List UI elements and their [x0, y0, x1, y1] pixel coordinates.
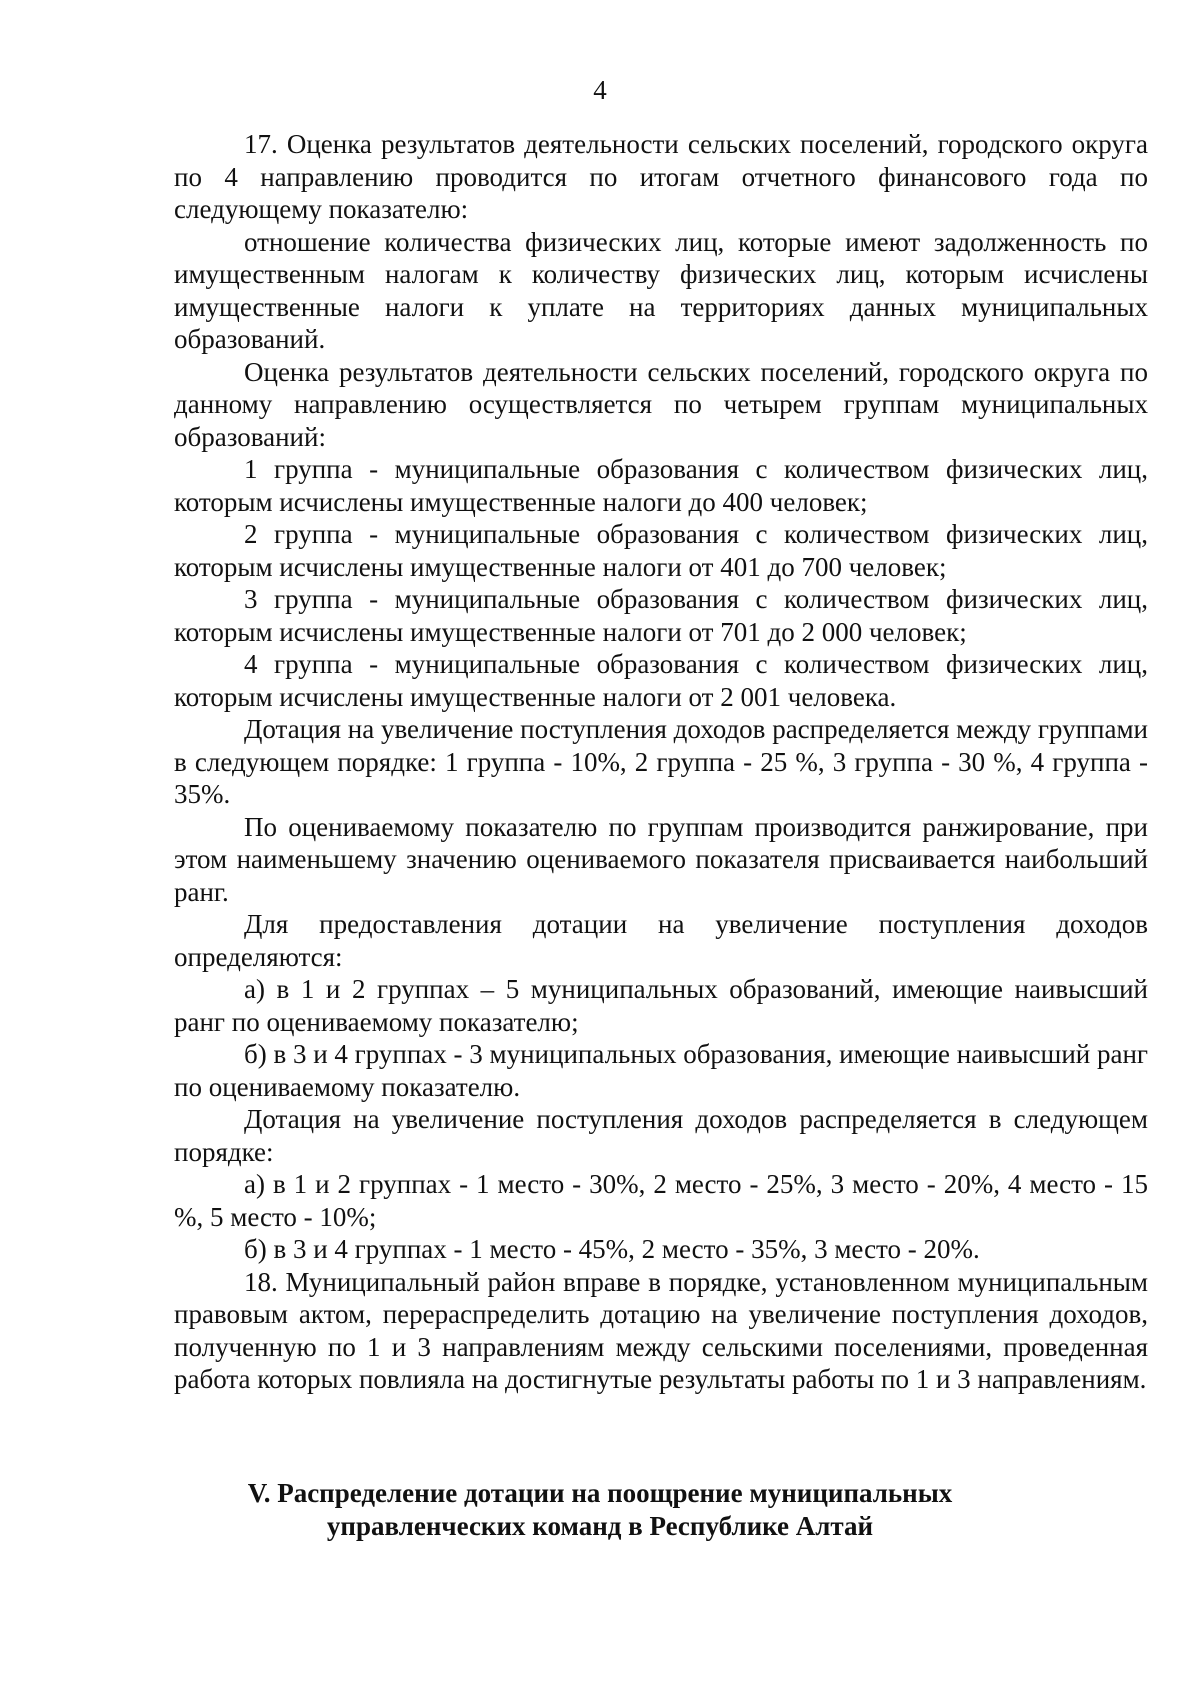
section-heading-line: управленческих команд в Республике Алтай — [326, 1511, 874, 1541]
paragraph: а) в 1 и 2 группах - 1 место - 30%, 2 место - 25%, 3 место - 20%, 4 место - 15 %, 5 место - 10%; — [174, 1169, 1148, 1232]
paragraph: Для предоставления дотации на увеличение поступления доходов определяются: — [174, 909, 1148, 972]
paragraph: 2 группа - муниципальные образования с количеством физических лиц, которым исчислены имущественные налоги от 401 до 700 человек; — [174, 519, 1148, 582]
document-body — [174, 128, 1148, 1396]
paragraph: По оцениваемому показателю по группам производится ранжирование, при этом наименьшему значению оцениваемого показателя присваивается наибольший ранг. — [174, 811, 1148, 907]
paragraph: а) в 1 и 2 группах – 5 муниципальных образований, имеющие наивысший ранг по оцениваемому показателю; — [174, 974, 1148, 1037]
paragraph: 3 группа - муниципальные образования с количеством физических лиц, которым исчислены имущественные налоги от 701 до 2 000 человек; — [174, 584, 1148, 647]
paragraph: б) в 3 и 4 группах - 1 место - 45%, 2 место - 35%, 3 место - 20%. — [244, 1234, 980, 1264]
page-number: 4 — [593, 75, 607, 105]
paragraph: отношение количества физических лиц, которые имеют задолженность по имущественным налогам к количеству физических лиц, которым исчислены имущественные налоги к уплате на территориях данных муниципальных образований. — [174, 226, 1148, 354]
paragraph: Дотация на увеличение поступления доходов распределяется между группами в следующем порядке: 1 группа - 10%, 2 группа - 25 %, 3 группа - 30 %, 4 группа - 35%. — [174, 714, 1148, 809]
paragraph: б) в 3 и 4 группах - 3 муниципальных образования, имеющие наивысший ранг по оцениваемому показателю. — [174, 1039, 1148, 1102]
paragraph: 1 группа - муниципальные образования с количеством физических лиц, которым исчислены имущественные налоги до 400 человек; — [174, 454, 1148, 517]
paragraph: 4 группа - муниципальные образования с количеством физических лиц, которым исчислены имущественные налоги от 2 001 человека. — [174, 649, 1148, 712]
paragraph: 17. Оценка результатов деятельности сельских поселений, городского округа по 4 направлению проводится по итогам отчетного финансового года по следующему показателю: — [174, 129, 1148, 224]
section-heading — [0, 1477, 1200, 1543]
section-heading-line: V. Распределение дотации на поощрение муниципальных — [247, 1478, 953, 1508]
paragraph: Дотация на увеличение поступления доходов распределяется в следующем порядке: — [174, 1104, 1148, 1167]
paragraph: 18. Муниципальный район вправе в порядке, установленном муниципальным правовым актом, перераспределить дотацию на увеличение поступления доходов, полученную по 1 и 3 направлениям между сельскими поселениями, проведенная работа которых повлияла на достигнутые результаты работы по 1 и 3 направлениям. — [174, 1266, 1148, 1394]
paragraph: Оценка результатов деятельности сельских поселений, городского округа по данному направлению осуществляется по четырем группам муниципальных образований: — [174, 356, 1148, 452]
